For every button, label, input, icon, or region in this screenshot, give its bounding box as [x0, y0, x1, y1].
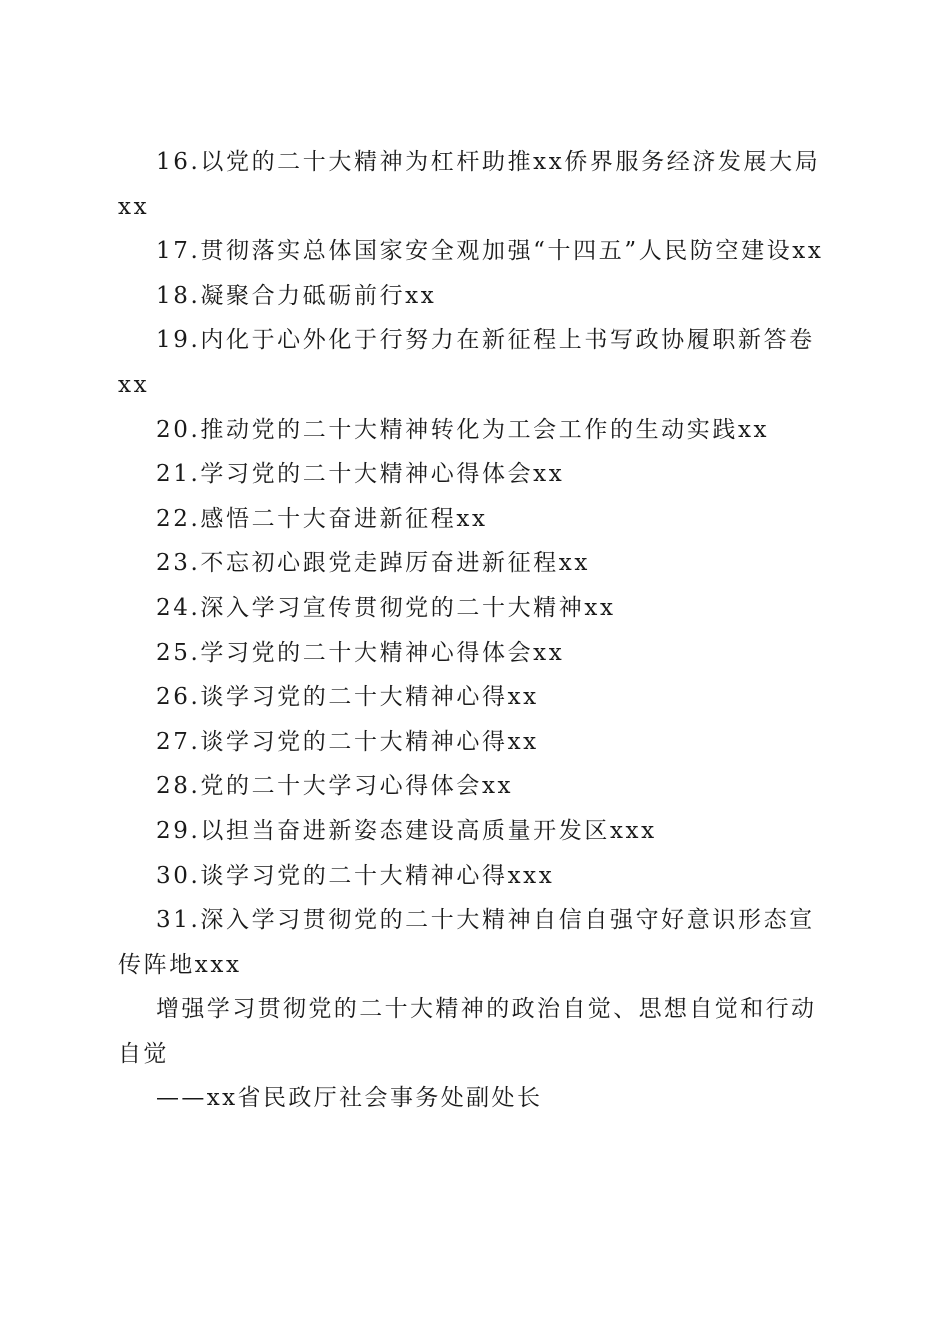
list-item-21: 21.学习党的二十大精神心得体会xx: [156, 461, 565, 488]
document-body: [118, 140, 828, 1121]
list-item-31: 31.深入学习贯彻党的二十大精神自信自强守好意识形态宣传阵地xxx: [118, 907, 815, 978]
list-item-30: 30.谈学习党的二十大精神心得xxx: [156, 862, 555, 889]
list-item-27: 27.谈学习党的二十大精神心得xx: [156, 728, 539, 755]
article-title: 增强学习贯彻党的二十大精神的政治自觉、思想自觉和行动自觉: [118, 996, 817, 1067]
list-item-16: 16.以党的二十大精神为杠杆助推xx侨界服务经济发展大局xx: [118, 149, 821, 220]
list-item-22: 22.感悟二十大奋进新征程xx: [156, 505, 488, 532]
list-item-17: 17.贯彻落实总体国家安全观加强“十四五”人民防空建设xx: [156, 238, 824, 265]
list-item-23: 23.不忘初心跟党走踔厉奋进新征程xx: [156, 550, 590, 577]
list-item-18: 18.凝聚合力砥砺前行xx: [156, 282, 437, 309]
list-item-24: 24.深入学习宣传贯彻党的二十大精神xx: [156, 594, 616, 621]
list-item-26: 26.谈学习党的二十大精神心得xx: [156, 684, 539, 711]
list-item-29: 29.以担当奋进新姿态建设高质量开发区xxx: [156, 817, 657, 844]
list-item-19: 19.内化于心外化于行努力在新征程上书写政协履职新答卷xx: [118, 327, 815, 398]
author-line: ——xx省民政厅社会事务处副处长: [156, 1085, 543, 1112]
list-item-25: 25.学习党的二十大精神心得体会xx: [156, 639, 565, 666]
list-item-28: 28.党的二十大学习心得体会xx: [156, 773, 514, 800]
list-item-20: 20.推动党的二十大精神转化为工会工作的生动实践xx: [156, 416, 770, 443]
